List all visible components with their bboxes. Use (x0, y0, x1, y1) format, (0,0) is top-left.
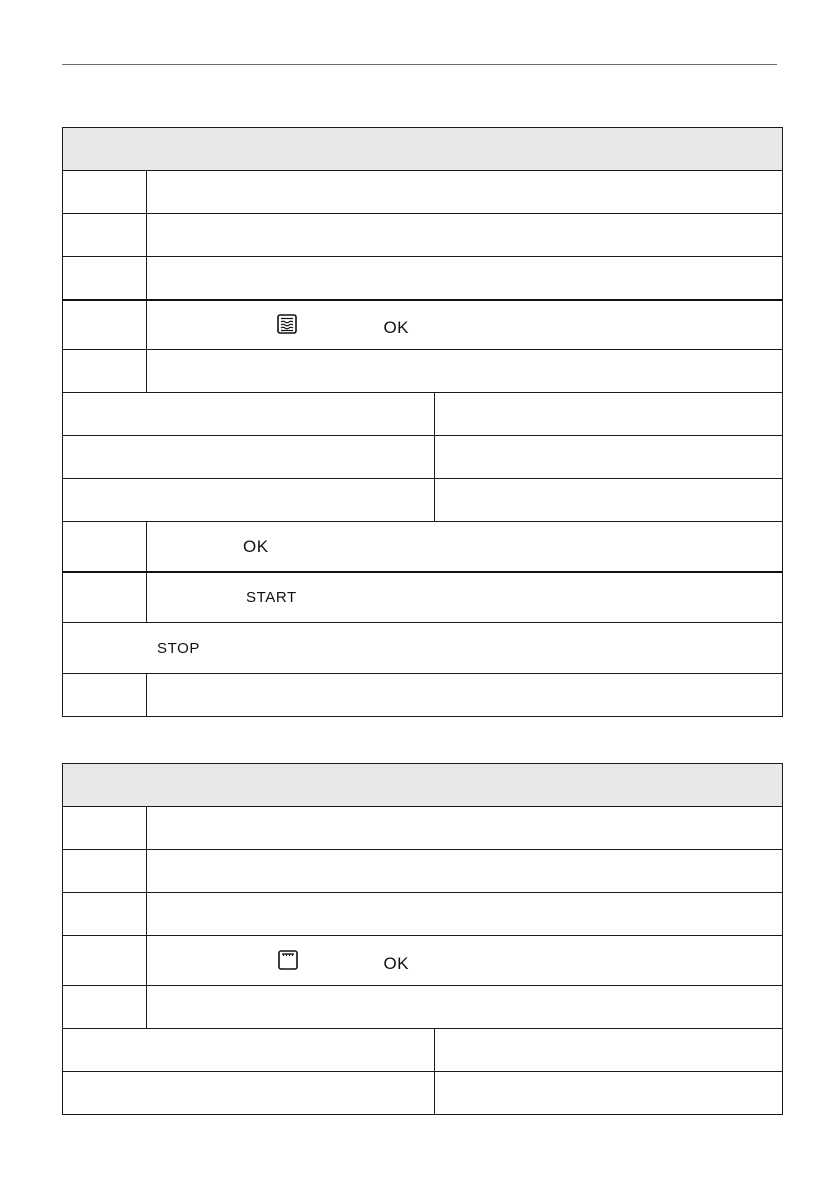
table-row (63, 479, 783, 522)
microwave-combi-icon (277, 314, 297, 339)
table-row (63, 393, 783, 436)
steps-table-2 (62, 763, 783, 1115)
step-number-cell (63, 986, 147, 1029)
setting-label-cell (63, 393, 435, 436)
step-number-cell (63, 300, 147, 350)
ok-key-label: OK (243, 537, 269, 557)
table-row (63, 986, 783, 1029)
table-row (63, 850, 783, 893)
table-row (63, 807, 783, 850)
step-description-cell (147, 572, 783, 623)
setting-value-cell (435, 1029, 783, 1072)
step-description-cell (147, 850, 783, 893)
step-description-cell (147, 171, 783, 214)
step-number-cell (63, 214, 147, 257)
setting-value-cell (435, 1072, 783, 1115)
table-row (63, 300, 783, 350)
table-header-cell (63, 128, 783, 171)
step-number-cell (63, 522, 147, 572)
steps-table-1 (62, 127, 783, 717)
table-row (63, 674, 783, 717)
step-number-cell (63, 674, 147, 717)
step-description-cell (147, 986, 783, 1029)
step-number-cell (63, 807, 147, 850)
step-description-cell (147, 350, 783, 393)
setting-value-cell (435, 436, 783, 479)
step-description-cell (147, 257, 783, 300)
setting-label-cell (63, 1072, 435, 1115)
step-number-cell (63, 572, 147, 623)
setting-label-cell (63, 436, 435, 479)
step-description-cell (147, 893, 783, 936)
header-rule (62, 64, 777, 65)
step-description-cell (147, 214, 783, 257)
step-number-cell (63, 171, 147, 214)
table-row (63, 572, 783, 623)
step-number-cell (63, 893, 147, 936)
oven-top-heat-icon (278, 950, 298, 975)
step-number-cell (63, 350, 147, 393)
table-row (63, 1072, 783, 1115)
step-description-cell (147, 522, 783, 572)
step-description-cell (147, 674, 783, 717)
step-description-cell (147, 807, 783, 850)
table-row (63, 522, 783, 572)
table-row (63, 893, 783, 936)
setting-label-cell (63, 1029, 435, 1072)
setting-value-cell (435, 393, 783, 436)
setting-value-cell (435, 479, 783, 522)
stop-key-label: STOP (157, 640, 200, 657)
start-key-label: START (246, 589, 297, 607)
table-row (63, 171, 783, 214)
table-row (63, 214, 783, 257)
ok-key-label: OK (383, 318, 410, 338)
note-cell (63, 623, 783, 674)
step-description-cell (147, 936, 783, 986)
table-row (63, 936, 783, 986)
table-row (63, 257, 783, 300)
setting-label-cell (63, 479, 435, 522)
table-row (63, 436, 783, 479)
table-header-row (63, 128, 783, 171)
step-number-cell (63, 850, 147, 893)
step-description-cell (147, 300, 783, 350)
step-number-cell (63, 257, 147, 300)
table-header-cell (63, 764, 783, 807)
ok-key-label: OK (383, 954, 410, 973)
table-row (63, 1029, 783, 1072)
table-header-row (63, 764, 783, 807)
table-row (63, 623, 783, 674)
step-number-cell (63, 936, 147, 986)
table-row (63, 350, 783, 393)
